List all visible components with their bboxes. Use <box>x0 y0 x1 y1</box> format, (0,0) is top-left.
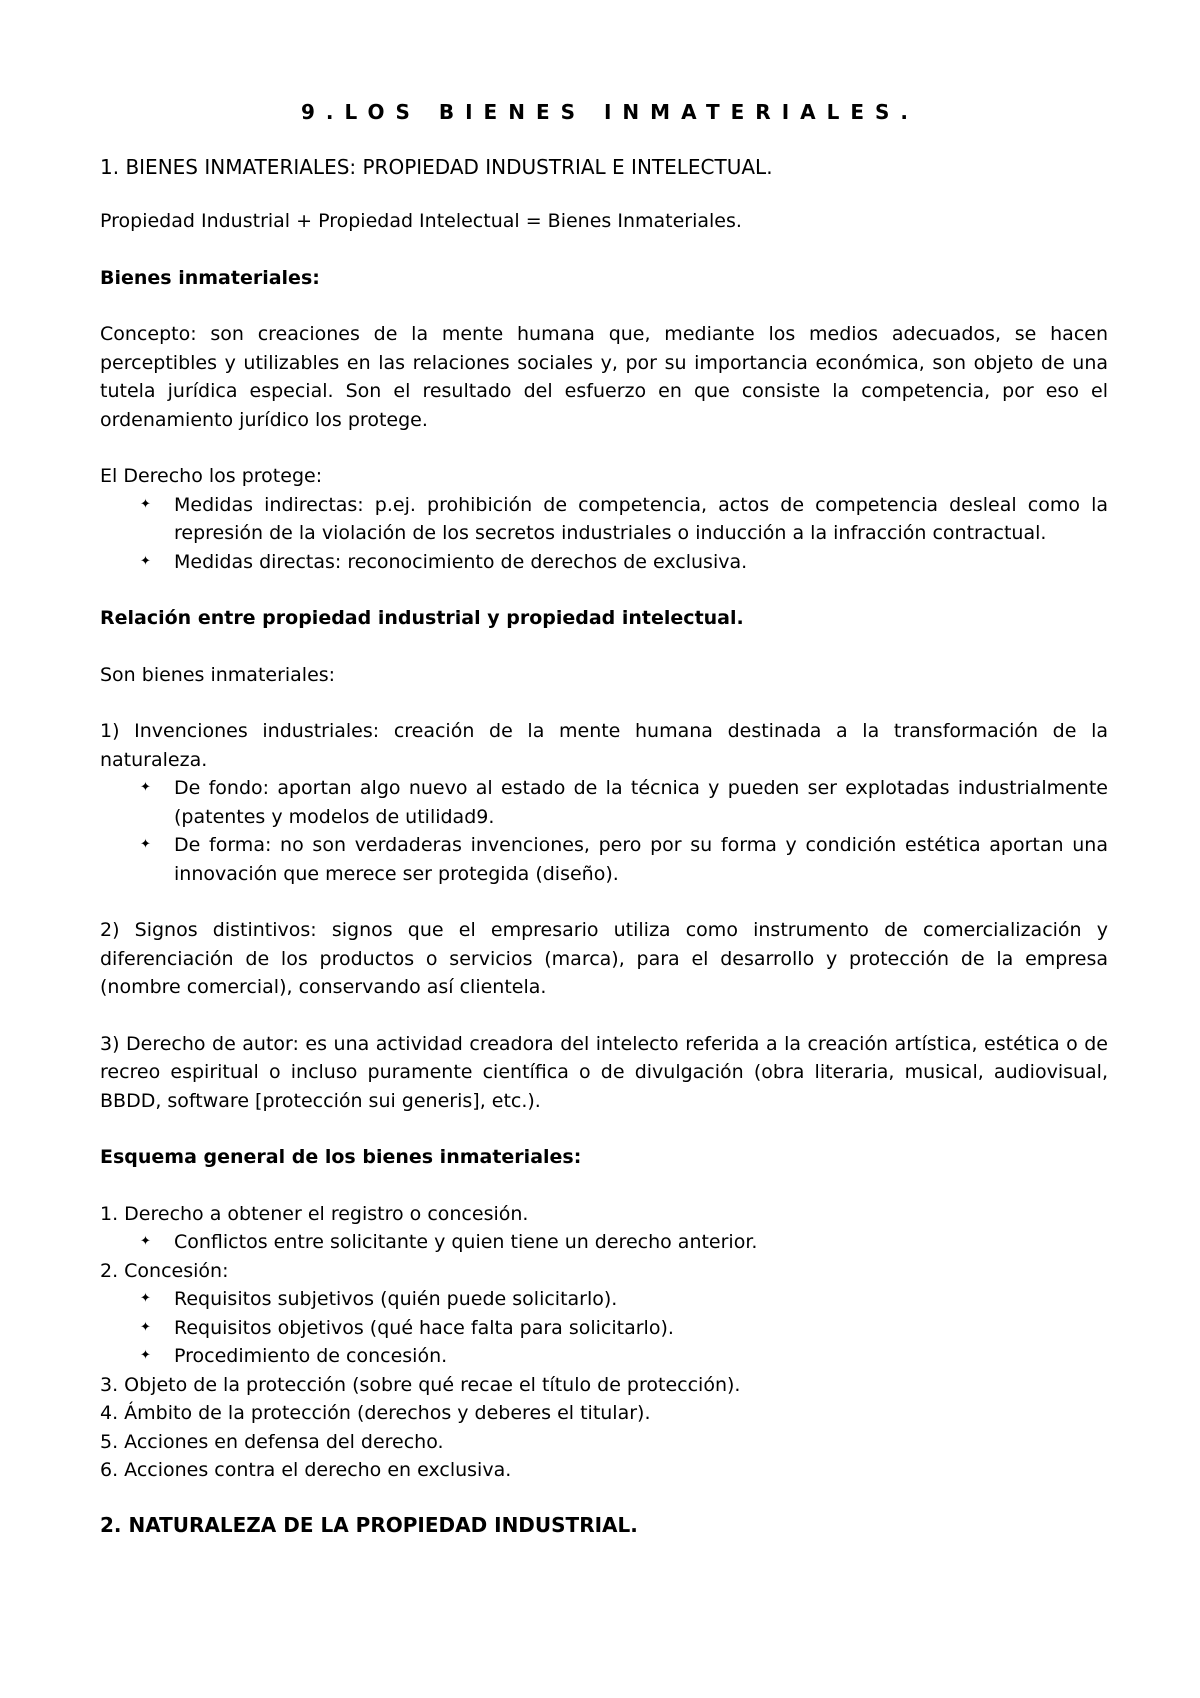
list-item <box>140 548 1108 577</box>
list-item-text: Medidas directas: reconocimiento de derechos de exclusiva. <box>174 550 748 573</box>
document-page <box>100 98 1108 1539</box>
invenciones-list <box>100 774 1108 888</box>
bullet-icon: ✦ <box>140 1319 151 1335</box>
esquema-item-2-sublist <box>100 1285 1108 1371</box>
document-title: 9.LOS BIENES INMATERIALES. <box>300 100 920 124</box>
bullet-icon: ✦ <box>140 780 151 795</box>
list-item <box>140 1285 1108 1314</box>
bienes-inmateriales-subheading: Bienes inmateriales: <box>100 266 320 289</box>
section-2-heading: 2. NATURALEZA DE LA PROPIEDAD INDUSTRIAL. <box>100 1512 638 1537</box>
list-item-text: De forma: no son verdaderas invenciones, pero por su forma y condición estética aportan una innovación que merece ser protegida (diseño). <box>174 834 1108 885</box>
esquema-list <box>100 1200 1108 1485</box>
list-item <box>140 831 1108 888</box>
esquema-item-5: 5. Acciones en defensa del derecho. <box>100 1430 444 1453</box>
list-item <box>140 774 1108 831</box>
list-item-text: Procedimiento de concesión. <box>174 1345 448 1367</box>
esquema-item-4: 4. Ámbito de la protección (derechos y deberes el titular). <box>100 1402 651 1424</box>
esquema-subheading: Esquema general de los bienes inmateriales: <box>100 1146 582 1168</box>
bullet-icon: ✦ <box>140 1348 151 1363</box>
esquema-item-3: 3. Objeto de la protección (sobre qué recae el título de protección). <box>100 1373 741 1396</box>
list-item <box>140 1342 1108 1371</box>
equation-text: Propiedad Industrial + Propiedad Intelectual = Bienes Inmateriales. <box>100 210 742 232</box>
bullet-icon: ✦ <box>140 837 151 852</box>
concepto-paragraph: Concepto: son creaciones de la mente humana que, mediante los medios adecuados, se hacen perceptibles y utilizables en las relaciones sociales y, por su importancia económica, son objeto de una tutela jurídica especial. Son el resultado del esfuerzo en que consiste la competencia, por eso el ordenamiento jurídico los protege. <box>100 323 1108 431</box>
list-item <box>140 491 1108 548</box>
bullet-icon: ✦ <box>140 1234 151 1249</box>
relacion-subheading: Relación entre propiedad industrial y propiedad intelectual. <box>100 607 744 629</box>
esquema-item-2: 2. Concesión: <box>100 1259 229 1282</box>
list-item <box>140 1314 1108 1343</box>
son-bienes-text: Son bienes inmateriales: <box>100 663 336 686</box>
bullet-icon: ✦ <box>140 496 151 512</box>
bullet-icon: ✦ <box>140 1291 151 1306</box>
esquema-item-1-sublist <box>100 1228 1108 1257</box>
esquema-item-1: 1. Derecho a obtener el registro o concesión. <box>100 1202 529 1225</box>
protege-list <box>100 491 1108 577</box>
section-1-heading: 1. BIENES INMATERIALES: PROPIEDAD INDUSTRIAL E INTELECTUAL. <box>100 154 773 179</box>
autor-paragraph: 3) Derecho de autor: es una actividad creadora del intelecto referida a la creación artística, estética o de recreo espiritual o incluso puramente científica o de divulgación (obra literaria, musical, audiovisual, BBDD, software [protección sui generis], etc.). <box>100 1032 1108 1112</box>
protege-intro: El Derecho los protege: <box>100 465 323 487</box>
list-item <box>140 1228 1108 1257</box>
bullet-icon: ✦ <box>140 553 151 569</box>
list-item-text: Requisitos subjetivos (quién puede solicitarlo). <box>174 1288 618 1310</box>
signos-paragraph: 2) Signos distintivos: signos que el empresario utiliza como instrumento de comercialización y diferenciación de los productos o servicios (marca), para el desarrollo y protección de la empresa (nombre comercial), conservando así clientela. <box>100 919 1108 998</box>
list-item-text: Requisitos objetivos (qué hace falta para solicitarlo). <box>174 1316 674 1339</box>
list-item-text: Medidas indirectas: p.ej. prohibición de competencia, actos de competencia desleal como la represión de la violación de los secretos industriales o inducción a la infracción contractual. <box>174 493 1108 544</box>
invenciones-paragraph: 1) Invenciones industriales: creación de la mente humana destinada a la transformación de la naturaleza. <box>100 720 1108 771</box>
list-item-text: Conflictos entre solicitante y quien tiene un derecho anterior. <box>174 1231 758 1253</box>
esquema-item-6: 6. Acciones contra el derecho en exclusiva. <box>100 1459 512 1481</box>
list-item-text: De fondo: aportan algo nuevo al estado de la técnica y pueden ser explotadas industrialmente (patentes y modelos de utilidad9. <box>174 777 1108 828</box>
